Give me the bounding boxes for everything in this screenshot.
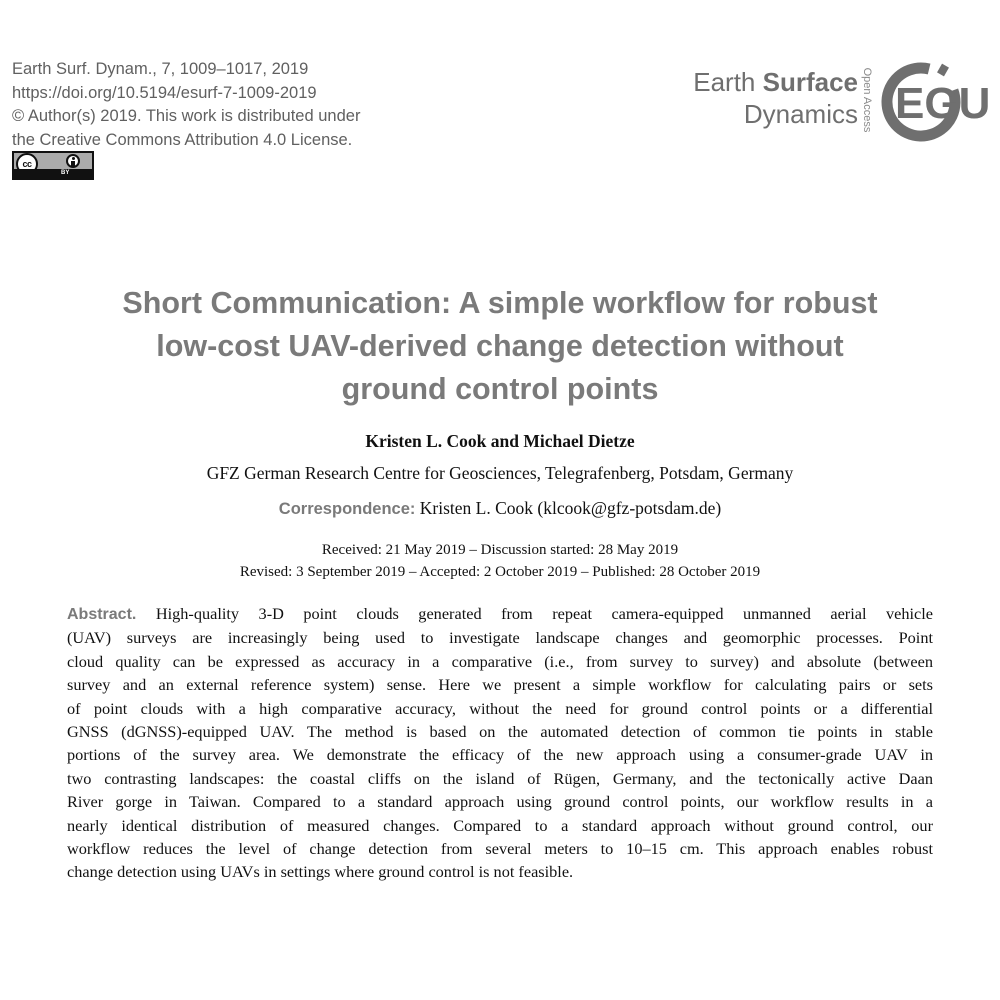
- correspondence-label: Correspondence:: [278, 500, 416, 518]
- abstract-line: (UAV) surveys are increasingly being used to investigate landscape changes and geomorphic processes. Point: [67, 628, 933, 648]
- abstract-line: workflow reduces the level of change detection from several meters to 10–15 cm. This approach enables robust: [67, 839, 933, 859]
- egu-logo-graphic: [873, 52, 1000, 152]
- abstract-line: [67, 602, 933, 626]
- open-access-label: [857, 58, 873, 144]
- article-metadata: [12, 58, 360, 152]
- abstract-line: cloud quality can be expressed as accuracy in a comparative (i.e., from survey to survey) and absolute (between: [67, 651, 933, 671]
- abstract-line: two contrasting landscapes: the coastal cliffs on the island of Rügen, Germany, and the tectonically active Daan: [67, 768, 933, 788]
- abstract: [67, 602, 933, 884]
- abstract-line: survey and an external reference system) sense. Here we present a simple workflow for calculating pairs or sets: [67, 675, 933, 695]
- doi-link[interactable]: https://doi.org/10.5194/esurf-7-1009-2019: [12, 83, 317, 102]
- correspondence-text[interactable]: Kristen L. Cook (klcook@gfz-potsdam.de): [419, 498, 722, 518]
- egu-logo-icon[interactable]: [873, 52, 1000, 152]
- title-line: ground control points: [341, 372, 659, 406]
- person-icon: [66, 154, 80, 168]
- affiliation: GFZ German Research Centre for Geosciences, Telegrafenberg, Potsdam, Germany: [206, 463, 794, 483]
- abstract-line: of point clouds with a high comparative accuracy, without the need for ground control points or a differential: [67, 698, 933, 718]
- license-line: the Creative Commons Attribution 4.0 License.: [12, 130, 353, 149]
- title-line: low-cost UAV-derived change detection without: [156, 329, 844, 363]
- dates-published: Revised: 3 September 2019 – Accepted: 2 October 2019 – Published: 28 October 2019: [239, 564, 761, 580]
- abstract-line: nearly identical distribution of measured changes. Compared to a standard approach without ground control, our: [67, 815, 933, 835]
- journal-name-line1: [678, 66, 858, 98]
- correspondence: [0, 498, 1000, 519]
- dates-received: Received: 21 May 2019 – Discussion started: 28 May 2019: [321, 542, 679, 558]
- abstract-line: change detection using UAVs in settings where ground control is not feasible.: [67, 862, 574, 882]
- citation: Earth Surf. Dynam., 7, 1009–1017, 2019: [12, 60, 309, 78]
- copyright-line: © Author(s) 2019. This work is distributed under: [12, 107, 361, 125]
- journal-name-line2: Dynamics: [743, 99, 858, 129]
- journal-name-bold: Surface: [762, 67, 858, 97]
- egu-text: EGU: [895, 79, 991, 128]
- title-line: Short Communication: A simple workflow for robust: [122, 286, 878, 320]
- journal-logo[interactable]: [678, 66, 858, 130]
- by-label: BY: [61, 170, 70, 176]
- journal-name-regular: Earth: [693, 67, 763, 97]
- article-title: [60, 282, 940, 411]
- authors: Kristen L. Cook and Michael Dietze: [365, 431, 635, 451]
- abstract-line: River gorge in Taiwan. Compared to a standard approach using ground control points, our workflow results in a: [67, 792, 933, 812]
- cc-by-license-badge[interactable]: [12, 151, 94, 180]
- abstract-line: portions of the survey area. We demonstrate the efficacy of the new approach using a consumer-grade UAV in: [67, 745, 933, 765]
- publication-dates: [0, 539, 1000, 583]
- cc-icon: cc: [16, 153, 38, 175]
- abstract-line-text: High-quality 3-D point clouds generated from repeat camera-equipped unmanned aerial vehicle: [155, 604, 933, 623]
- abstract-line: GNSS (dGNSS)-equipped UAV. The method is based on the automated detection of common tie points in stable: [67, 722, 933, 742]
- abstract-label: Abstract.: [67, 606, 137, 623]
- open-access-text: Open Access: [861, 67, 873, 133]
